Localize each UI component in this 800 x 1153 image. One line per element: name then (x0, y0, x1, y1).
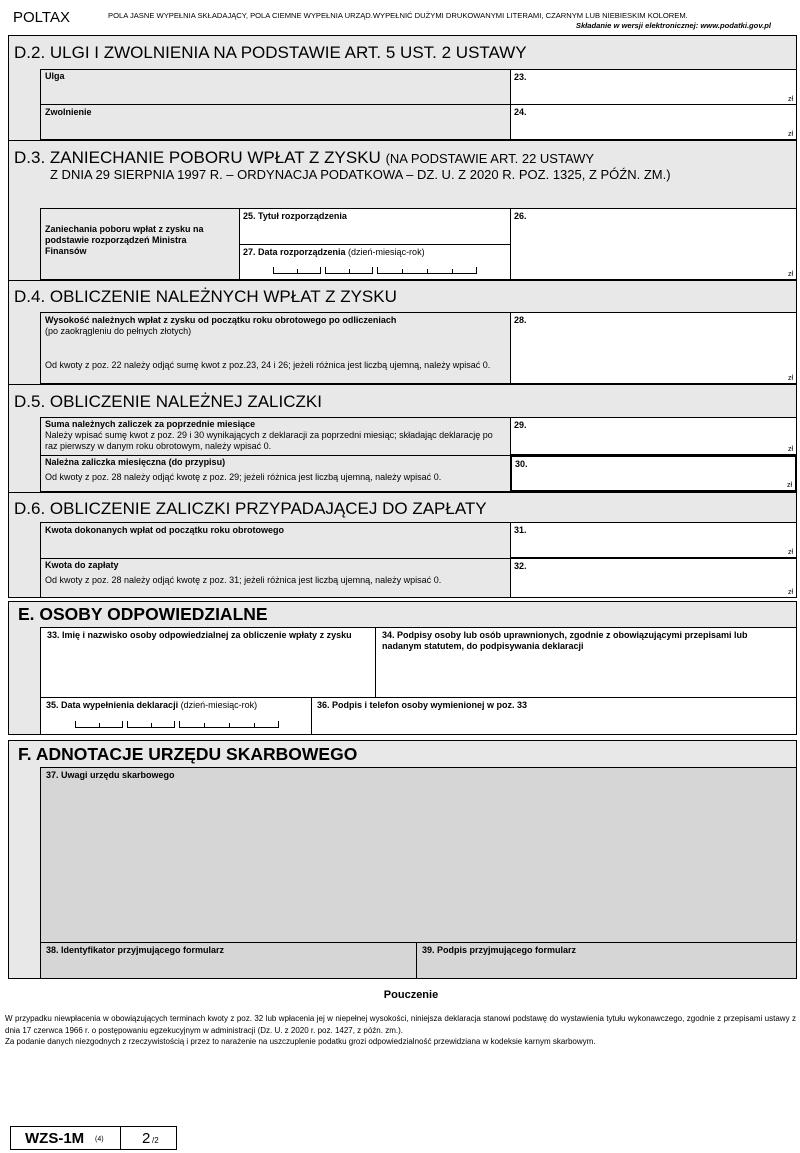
d4-label-title: Wysokość należnych wpłat z zysku od początku roku obrotowego po odliczeniach (45, 315, 397, 325)
field-39 (416, 942, 797, 979)
d5-row2-title: Należna zaliczka miesięczna (do przypisu) (45, 457, 226, 467)
field-35-hint: (dzień-miesiąc-rok) (180, 700, 258, 710)
field-36-label: 36. Podpis i telefon osoby wymienionej w poz. 33 (317, 700, 528, 710)
field-25-label: 25. Tytuł rozporządzenia (243, 211, 347, 221)
field-38-label: 38. Identyfikator przyjmującego formularz (46, 945, 225, 955)
field-28[interactable] (510, 312, 797, 384)
field-28-number: 28. (514, 315, 527, 325)
section-divider (8, 140, 797, 141)
section-d4-title: D.4. OBLICZENIE NALEŻNYCH WPŁAT Z ZYSKU (14, 287, 397, 306)
currency-zl: zł (787, 131, 793, 138)
field-31-number: 31. (514, 525, 527, 535)
d4-note: Od kwoty z poz. 22 należy odjąć sumę kwot z poz.23, 24 i 26; jeżeli różnica jest liczbą ujemną, należy wpisać 0. (45, 360, 491, 370)
field-34[interactable] (375, 627, 797, 698)
pouczenie-title: Pouczenie (383, 989, 439, 1001)
d5-row1-title: Suma należnych zaliczek za poprzednie miesiące (45, 419, 256, 429)
d5-row2-note: Od kwoty z poz. 28 należy odjąć kwotę z poz. 29; jeżeli różnica jest liczbą ujemną, należy wpisać 0. (45, 472, 442, 482)
field-32[interactable] (510, 558, 797, 598)
d5-row1-note: Należy wpisać sumę kwot z poz. 29 i 30 wynikających z deklaracji za poprzedni miesiąc; składając deklarację po raz pierwszy w danym roku obrotowym, należy wpisać 0. (45, 430, 493, 451)
ulga-label: Ulga (45, 71, 65, 81)
section-d3-title (14, 148, 594, 169)
field-25[interactable] (239, 208, 511, 245)
date-day-month-year[interactable] (75, 721, 280, 729)
section-d2-title: D.2. ULGI I ZWOLNIENIA NA PODSTAWIE ART. 5 UST. 2 USTAWY (14, 43, 527, 62)
field-27-label (243, 247, 425, 258)
section-e-title: E. OSOBY ODPOWIEDZIALNE (18, 604, 268, 624)
currency-zl: zł (787, 271, 793, 278)
field-27-title: 27. Data rozporządzenia (243, 247, 346, 257)
form-version: (4) (95, 1136, 104, 1143)
pouczenie-paragraph-1: W przypadku niewpłacenia w obowiązujących terminach kwoty z poz. 32 lub wpłacenia jej w niepełnej wysokości, niniejsza deklaracja stanowi podstawę do wystawienia tytułu wykonawczego, zgodnie z przepisami ustawy z dnia 17 czerwca 1966 r. o postępowaniu egzekucyjnym w administracji (Dz. U. z 2020 r. poz. 1427, z późn. zm.). (5, 1014, 796, 1035)
field-26[interactable] (510, 208, 797, 280)
currency-zl: zł (786, 482, 792, 489)
section-d6-title: D.6. OBLICZENIE ZALICZKI PRZYPADAJĄCEJ DO ZAPŁATY (14, 499, 487, 518)
field-37 (40, 767, 797, 943)
section-divider (8, 280, 797, 281)
field-27-hint: (dzień-miesiąc-rok) (348, 247, 425, 257)
section-divider (8, 492, 797, 493)
d3-row-label: Zaniechania poboru wpłat z zysku na podstawie rozporządzeń Ministra Finansów (45, 224, 204, 256)
field-27[interactable] (239, 244, 511, 280)
currency-zl: zł (787, 375, 793, 382)
field-24[interactable] (510, 104, 797, 140)
d5-row2-label (45, 457, 505, 483)
field-24-number: 24. (514, 107, 527, 117)
divider (40, 104, 510, 105)
field-23-number: 23. (514, 72, 527, 82)
field-30[interactable] (510, 455, 797, 492)
form-instruction: POLA JASNE WYPEŁNIA SKŁADAJĄCY, POLA CIEMNE WYPEŁNIA URZĄD.WYPEŁNIĆ DUŻYMI DRUKOWANYMI LITERAMI, CZARNYM LUB NIEBIESKIM KOLOREM. (108, 11, 688, 20)
field-32-number: 32. (514, 561, 527, 571)
currency-zl: zł (787, 549, 793, 556)
field-33-label: 33. Imię i nazwisko osoby odpowiedzialnej za obliczenie wpłaty z zysku (47, 630, 352, 640)
page-total: /2 (152, 1136, 159, 1145)
field-39-label: 39. Podpis przyjmującego formularz (422, 945, 577, 955)
field-30-number: 30. (515, 459, 528, 469)
field-35-label (46, 700, 257, 711)
app-label: POLTAX (13, 9, 70, 26)
page-number: 2 (142, 1130, 151, 1147)
d6-row2-note: Od kwoty z poz. 28 należy odjąć kwotę z poz. 31; jeżeli różnica jest liczbą ujemną, należy wpisać 0. (45, 575, 442, 585)
zwolnienie-label: Zwolnienie (45, 107, 92, 117)
field-35[interactable] (40, 697, 312, 735)
d4-label-sub: (po zaokrągleniu do pełnych złotych) (45, 326, 192, 336)
currency-zl: zł (787, 589, 793, 596)
d6-row2-label (45, 560, 505, 586)
field-33[interactable] (40, 627, 376, 698)
field-37-label: 37. Uwagi urzędu skarbowego (46, 770, 175, 780)
currency-zl: zł (787, 96, 793, 103)
d3-title-sub1: (NA PODSTAWIE ART. 22 USTAWY (385, 151, 595, 166)
field-29[interactable] (510, 417, 797, 455)
d6-row1-label: Kwota dokonanych wpłat od początku roku obrotowego (45, 525, 285, 535)
field-29-number: 29. (514, 420, 527, 430)
section-d5-title: D.5. OBLICZENIE NALEŻNEJ ZALICZKI (14, 392, 322, 411)
field-36[interactable] (311, 697, 797, 735)
section-f-title: F. ADNOTACJE URZĘDU SKARBOWEGO (18, 744, 358, 764)
d5-row1-label (45, 419, 505, 452)
d6-row2-title: Kwota do zapłaty (45, 560, 119, 570)
currency-zl: zł (787, 446, 793, 453)
date-day-month-year[interactable] (273, 267, 478, 275)
electronic-submission-note: Składanie w wersji elektronicznej: www.podatki.gov.pl (575, 21, 771, 30)
field-35-title: 35. Data wypełnienia deklaracji (46, 700, 179, 710)
d3-title-sub2: Z DNIA 29 SIERPNIA 1997 R. – ORDYNACJA PODATKOWA – DZ. U. Z 2020 R. POZ. 1325, Z PÓŹN. ZM.) (50, 167, 671, 182)
field-34-label: 34. Podpisy osoby lub osób uprawnionych, zgodnie z obowiązującymi przepisami lub nadanym statutem, do podpisywania deklaracji (382, 630, 748, 651)
section-divider (8, 384, 797, 385)
field-23[interactable] (510, 69, 797, 105)
d3-title-main: D.3. ZANIECHANIE POBORU WPŁAT Z ZYSKU (14, 148, 381, 167)
form-id-box (10, 1126, 121, 1150)
divider (40, 558, 510, 559)
page-number-box (120, 1126, 177, 1150)
d4-label (45, 315, 505, 337)
form-code: WZS-1M (25, 1130, 85, 1147)
field-31[interactable] (510, 522, 797, 558)
field-26-number: 26. (514, 211, 527, 221)
pouczenie-paragraph-2: Za podanie danych niezgodnych z rzeczywistością i przez to narażenie na uszczuplenie podatku grozi odpowiedzialność przewidziana w kodeksie karnym skarbowym. (5, 1037, 596, 1046)
field-38 (40, 942, 417, 979)
divider (40, 455, 510, 456)
